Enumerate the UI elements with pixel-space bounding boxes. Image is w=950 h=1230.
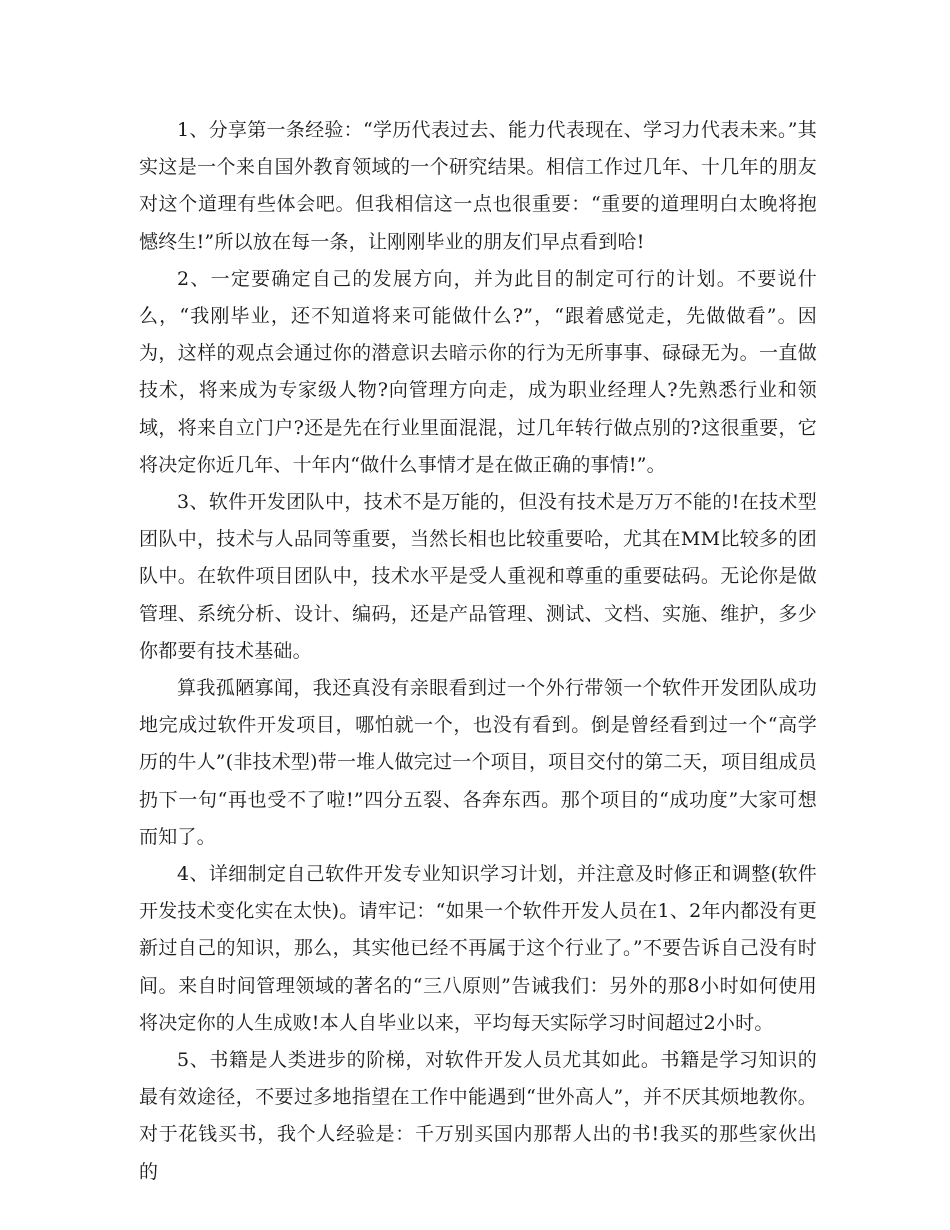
document-body: [139, 112, 817, 1191]
paragraph-3: 3、软件开发团队中，技术不是万能的，但没有技术是万万不能的!在技术型团队中，技术与人品同等重要，当然长相也比较重要哈，尤其在MM比较多的团队中。在软件项目团队中，技术水平是受人重视和尊重的重要砝码。无论你是做管理、系统分析、设计、编码，还是产品管理、测试、文档、实施、维护，多少你都要有技术基础。: [139, 491, 817, 662]
paragraph-6: 5、书籍是人类进步的阶梯，对软件开发人员尤其如此。书籍是学习知识的最有效途径，不要过多地指望在工作中能遇到“世外高人”，并不厌其烦地教你。对于花钱买书，我个人经验是：千万别买国内那帮人出的书!我买的那些家伙出的: [139, 1049, 817, 1183]
paragraph-4: 算我孤陋寡闻，我还真没有亲眼看到过一个外行带领一个软件开发团队成功地完成过软件开发项目，哪怕就一个，也没有看到。倒是曾经看到过一个“高学历的牛人”(非技术型)带一堆人做完过一个项目，项目交付的第二天，项目组成员扔下一句“再也受不了啦!”四分五裂、各奔东西。那个项目的“成功度”大家可想而知了。: [139, 677, 817, 848]
paragraph-1: 1、分享第一条经验：“学历代表过去、能力代表现在、学习力代表未来。”其实这是一个来自国外教育领域的一个研究结果。相信工作过几年、十几年的朋友对这个道理有些体会吧。但我相信这一点也很重要：“重要的道理明白太晚将抱憾终生!”所以放在每一条，让刚刚毕业的朋友们早点看到哈!: [139, 119, 817, 253]
paragraph-2: 2、一定要确定自己的发展方向，并为此目的制定可行的计划。不要说什么，“我刚毕业，还不知道将来可能做什么?”，“跟着感觉走，先做做看”。因为，这样的观点会通过你的潜意识去暗示你的行为无所事事、碌碌无为。一直做技术，将来成为专家级人物?向管理方向走，成为职业经理人?先熟悉行业和领域，将来自立门户?还是先在行业里面混混，过几年转行做点别的?这很重要，它将决定你近几年、十年内“做什么事情才是在做正确的事情!”。: [139, 267, 817, 476]
paragraph-5: 4、详细制定自己软件开发专业知识学习计划，并注意及时修正和调整(软件开发技术变化实在太快)。请牢记：“如果一个软件开发人员在1、2年内都没有更新过自己的知识，那么，其实他已经不再属于这个行业了。”不要告诉自己没有时间。来自时间管理领域的著名的“三八原则”告诫我们：另外的那8小时如何使用将决定你的人生成败!本人自毕业以来，平均每天实际学习时间超过2小时。: [139, 863, 817, 1034]
